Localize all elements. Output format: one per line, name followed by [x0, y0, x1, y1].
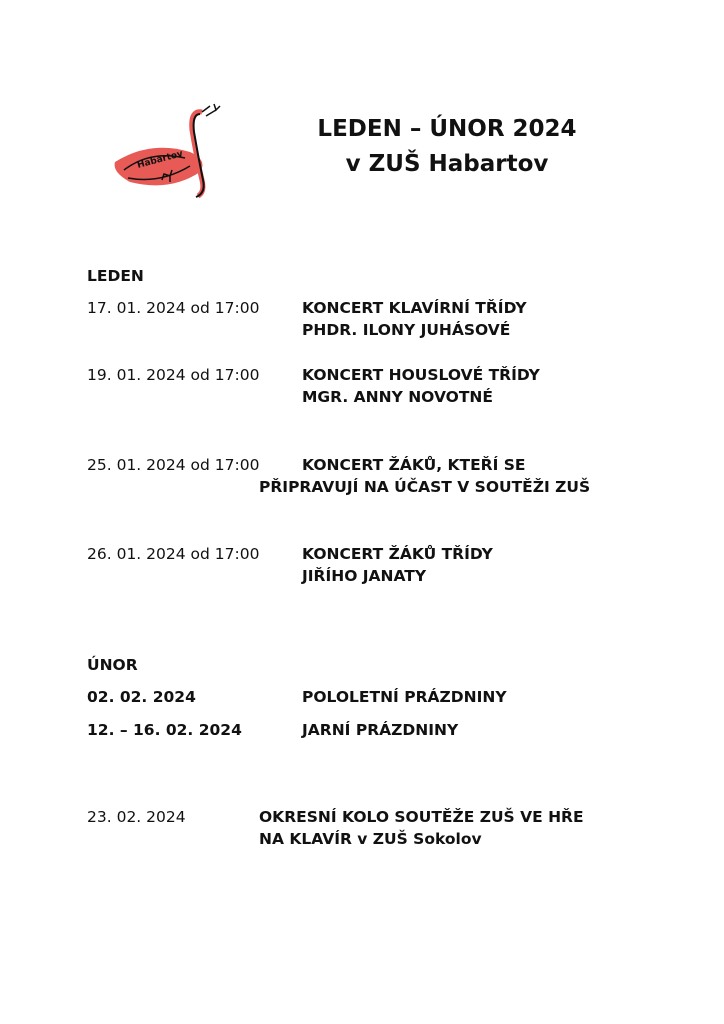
event-date: 26. 01. 2024 od 17:00: [87, 545, 260, 563]
heading-february: ÚNOR: [87, 656, 138, 674]
event-date: 19. 01. 2024 od 17:00: [87, 366, 260, 384]
event-title: KONCERT HOUSLOVÉ TŘÍDY: [302, 366, 540, 384]
event-date: 02. 02. 2024: [87, 688, 196, 706]
event-title: KONCERT KLAVÍRNÍ TŘÍDY: [302, 299, 527, 317]
page-title-line1: LEDEN – ÚNOR 2024: [317, 116, 577, 142]
event-date: 25. 01. 2024 od 17:00: [87, 456, 260, 474]
event-title: KONCERT ŽÁKŮ TŘÍDY: [302, 545, 493, 563]
event-date: 17. 01. 2024 od 17:00: [87, 299, 260, 317]
event-title: POLOLETNÍ PRÁZDNINY: [302, 688, 507, 706]
event-title-line2: PŘIPRAVUJÍ NA ÚČAST V SOUTĚŽI ZUŠ: [259, 478, 591, 496]
heading-january: LEDEN: [87, 267, 144, 285]
page-title-line2: v ZUŠ Habartov: [345, 151, 549, 177]
event-title: JARNÍ PRÁZDNINY: [302, 721, 459, 739]
event-title-line2: PHDR. ILONY JUHÁSOVÉ: [302, 321, 511, 339]
event-title: KONCERT ŽÁKŮ, KTEŘÍ SE: [302, 456, 526, 474]
event-title-line2: JIŘÍHO JANATY: [302, 567, 427, 585]
school-swan-logo: [110, 100, 235, 200]
event-title-line2: NA KLAVÍR v ZUŠ Sokolov: [259, 830, 482, 848]
event-date: 23. 02. 2024: [87, 808, 186, 826]
event-title-line2: MGR. ANNY NOVOTNÉ: [302, 388, 493, 406]
event-date: 12. – 16. 02. 2024: [87, 721, 242, 739]
event-title: OKRESNÍ KOLO SOUTĚŽE ZUŠ VE HŘE: [259, 808, 584, 826]
logo-text: Habartov: [136, 149, 185, 171]
